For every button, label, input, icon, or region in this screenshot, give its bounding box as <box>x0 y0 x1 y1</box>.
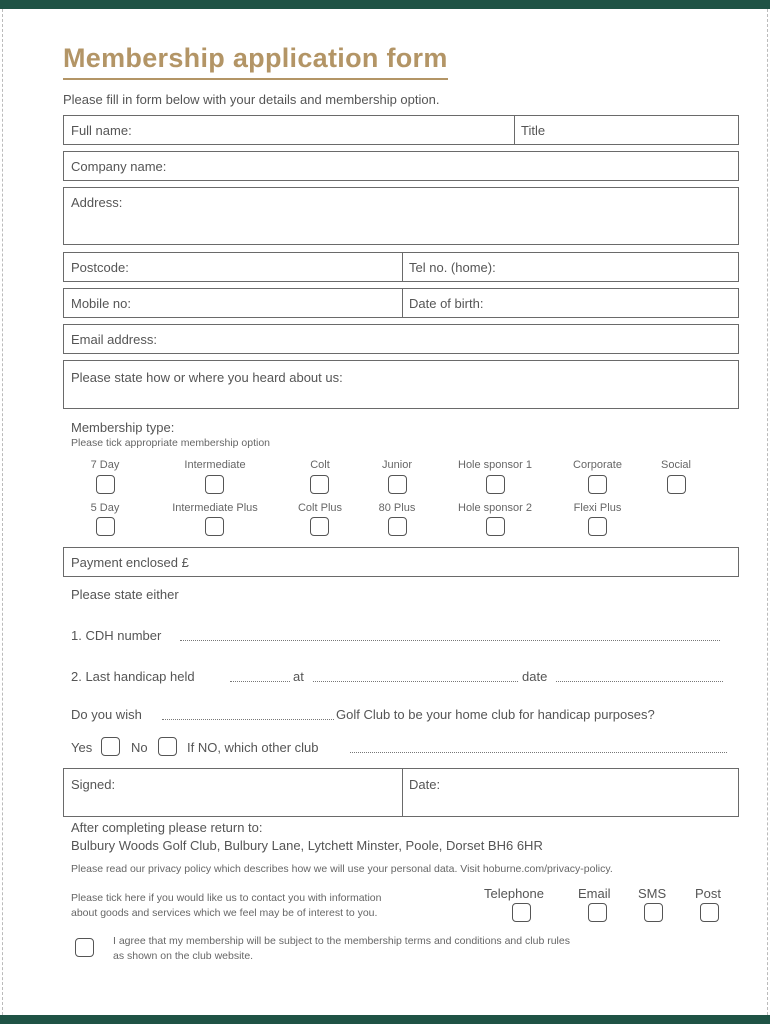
membership-type-heading: Membership type: <box>71 420 175 435</box>
checkbox-colt[interactable] <box>310 475 329 494</box>
handicap-date-line[interactable] <box>556 681 723 682</box>
payment-label: Payment enclosed £ <box>71 555 189 570</box>
checkbox-5-day[interactable] <box>96 517 115 536</box>
option-label-corporate: Corporate <box>573 459 622 471</box>
return-heading: After completing please return to: <box>71 820 263 835</box>
membership-type-subheading: Please tick appropriate membership option <box>71 437 271 449</box>
signature-divider <box>402 769 403 816</box>
no-label: No <box>131 740 148 755</box>
postcode-divider <box>402 253 403 281</box>
option-label-hole-sponsor-2: Hole sponsor 2 <box>458 502 532 514</box>
checkbox-no[interactable] <box>158 737 177 756</box>
option-label-colt-plus: Colt Plus <box>297 502 343 514</box>
checkbox-corporate[interactable] <box>588 475 607 494</box>
checkbox-agree-terms[interactable] <box>75 938 94 957</box>
option-label-intermediate: Intermediate <box>184 459 246 471</box>
full-name-field[interactable] <box>63 115 739 145</box>
last-handicap-label: 2. Last handicap held <box>71 669 195 684</box>
heard-about-field[interactable] <box>63 360 739 409</box>
signature-row[interactable] <box>63 768 739 817</box>
full-name-label: Full name: <box>71 123 132 138</box>
if-no-label: If NO, which other club <box>187 740 319 755</box>
checkbox-intermediate-plus[interactable] <box>205 517 224 536</box>
last-handicap-line[interactable] <box>230 681 290 682</box>
title-label: Title <box>521 123 546 138</box>
option-label-5-day: 5 Day <box>90 502 120 514</box>
company-name-label: Company name: <box>71 159 167 174</box>
yes-label: Yes <box>71 740 93 755</box>
dob-label: Date of birth: <box>409 296 484 311</box>
intro-text: Please fill in form below with your details and membership option. <box>63 92 440 107</box>
bottom-brand-bar <box>0 1015 770 1024</box>
cdh-number-label: 1. CDH number <box>71 628 162 643</box>
right-page-edge <box>767 9 768 1015</box>
checkbox-flexi-plus[interactable] <box>588 517 607 536</box>
checkbox-social[interactable] <box>667 475 686 494</box>
contact-option-email: Email <box>578 886 611 901</box>
company-name-field[interactable] <box>63 151 739 181</box>
postcode-tel-row[interactable] <box>63 252 739 282</box>
agree-terms-line-2: as shown on the club website. <box>113 950 254 962</box>
signature-date-label: Date: <box>409 777 441 792</box>
mobile-dob-row[interactable] <box>63 288 739 318</box>
address-label: Address: <box>71 195 123 210</box>
address-field[interactable] <box>63 187 739 245</box>
tel-home-label: Tel no. (home): <box>409 260 496 275</box>
home-club-line[interactable] <box>162 719 334 720</box>
at-club-line[interactable] <box>313 681 518 682</box>
state-either-text: Please state either <box>71 587 179 602</box>
signed-label: Signed: <box>71 777 116 792</box>
checkbox-junior[interactable] <box>388 475 407 494</box>
checkbox-email[interactable] <box>588 903 607 922</box>
postcode-label: Postcode: <box>71 260 129 275</box>
checkbox-telephone[interactable] <box>512 903 531 922</box>
option-label-80-plus: 80 Plus <box>378 502 416 514</box>
checkbox-sms[interactable] <box>644 903 663 922</box>
checkbox-post[interactable] <box>700 903 719 922</box>
heard-about-label: Please state how or where you heard about us: <box>71 370 343 385</box>
payment-field[interactable] <box>63 547 739 577</box>
contact-option-telephone: Telephone <box>484 886 544 901</box>
option-label-intermediate-plus: Intermediate Plus <box>172 502 258 514</box>
contact-consent-text <box>71 891 382 921</box>
privacy-text: Please read our privacy policy which describes how we will use your personal data. Visit hoburne.com/privacy-policy. <box>71 863 613 875</box>
left-page-edge <box>2 9 3 1015</box>
option-label-junior: Junior <box>382 459 412 471</box>
checkbox-7-day[interactable] <box>96 475 115 494</box>
mobile-divider <box>402 289 403 317</box>
return-address: Bulbury Woods Golf Club, Bulbury Lane, Lytchett Minster, Poole, Dorset BH6 6HR <box>71 838 543 853</box>
option-label-hole-sponsor-1: Hole sponsor 1 <box>458 459 532 471</box>
email-field[interactable] <box>63 324 739 354</box>
cdh-number-line[interactable] <box>180 640 720 641</box>
email-label: Email address: <box>71 332 157 347</box>
contact-option-sms: SMS <box>638 886 667 901</box>
home-club-text: Golf Club to be your home club for handicap purposes? <box>336 707 655 722</box>
option-label-flexi-plus: Flexi Plus <box>573 502 622 514</box>
checkbox-80-plus[interactable] <box>388 517 407 536</box>
agree-terms-text <box>113 934 570 964</box>
at-label: at <box>293 669 304 684</box>
other-club-line[interactable] <box>350 752 727 753</box>
title-divider <box>514 116 515 144</box>
checkbox-intermediate[interactable] <box>205 475 224 494</box>
checkbox-yes[interactable] <box>101 737 120 756</box>
option-label-7-day: 7 Day <box>90 459 120 471</box>
form-title: Membership application form <box>63 43 448 80</box>
agree-terms-line-1: I agree that my membership will be subject to the membership terms and conditions and club rules <box>113 935 570 947</box>
option-label-colt: Colt <box>310 459 330 471</box>
checkbox-hole-sponsor-2[interactable] <box>486 517 505 536</box>
option-label-social: Social <box>661 459 691 471</box>
top-brand-bar <box>0 0 770 9</box>
date-label: date <box>522 669 548 684</box>
contact-consent-line-1: Please tick here if you would like us to contact you with information <box>71 892 382 904</box>
do-you-wish-label: Do you wish <box>71 707 142 722</box>
checkbox-colt-plus[interactable] <box>310 517 329 536</box>
contact-option-post: Post <box>695 886 722 901</box>
checkbox-hole-sponsor-1[interactable] <box>486 475 505 494</box>
mobile-label: Mobile no: <box>71 296 131 311</box>
contact-consent-line-2: about goods and services which we feel may be of interest to you. <box>71 907 378 919</box>
